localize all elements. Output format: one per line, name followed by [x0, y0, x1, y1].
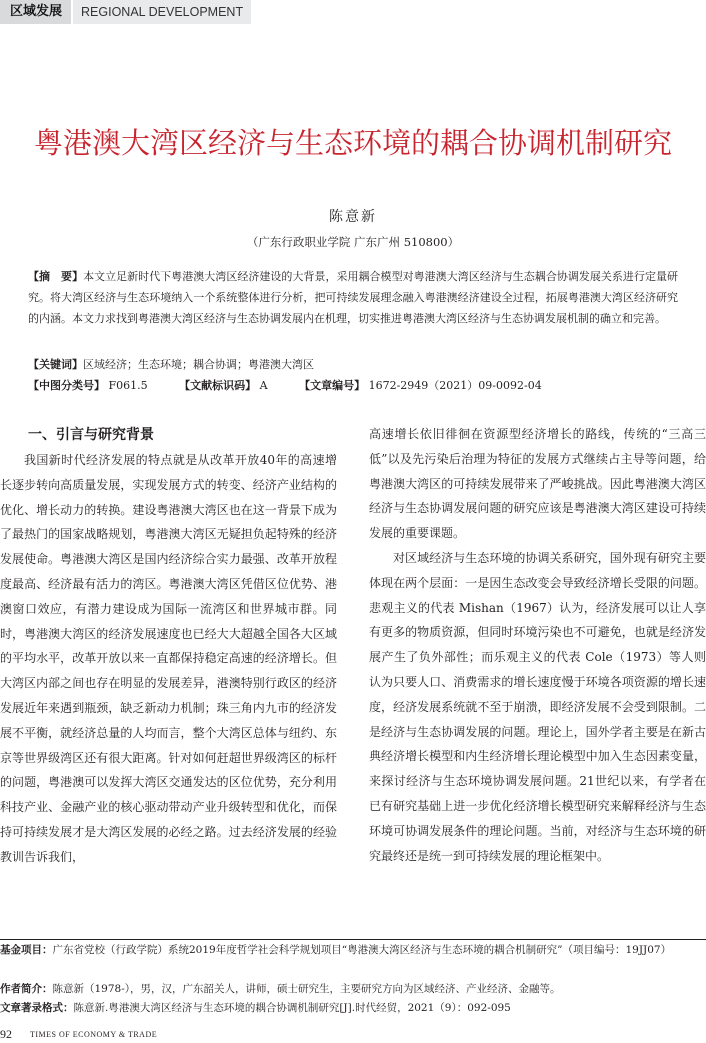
body-paragraph: 我国新时代经济发展的特点就是从改革开放40年的高速增长逐步转向高质量发展，实现发展方式的转变、经济产业结构的优化、增长动力的转换。建设粤港澳大湾区也在这一背景下成为了最热门的国家战略规划，粤港澳大湾区无疑担负起特殊的经济发展使命。粤港澳大湾区是国内经济综合实力最强、改革开放程度最高、经济最有活力的湾区。粤港澳大湾区凭借区位优势、港澳窗口效应，有潜力建设成为国际一流湾区和世界城市群。同时，粤港澳大湾区的经济发展速度也已经大大超越全国各大区域的平均水平，改革开放以来一直都保持稳定高速的经济增长。但大湾区内部之间也存在明显的发展差异，港澳特别行政区的经济发展近年来遇到瓶颈，缺乏新动力机制；珠三角内九市的经济发展不平衡，就经济总量的人均而言，整个大湾区总体与纽约、东京等世界级湾区还有很大距离。针对如何赶超世界级湾区的标杆的问题，粤港澳可以发挥大湾区交通发达的区位优势，充分利用科技产业、金融产业的核心驱动带动产业升级转型和优化，而保持可持续发展才是大湾区发展的必经之路。过去经济发展的经验教训告诉我们， — [0, 453, 337, 864]
journal-name: TIMES OF ECONOMY & TRADE — [30, 1030, 158, 1039]
author-bio-text: 陈意新（1978-），男，汉，广东韶关人，讲师，硕士研究生，主要研究方向为区域经济、产业经济、金融等。 — [52, 983, 561, 995]
section-header — [0, 0, 251, 24]
classification-line — [28, 376, 688, 396]
body-column-left — [0, 422, 337, 870]
abstract-text: 本文立足新时代下粤港澳大湾区经济建设的大背景，采用耦合模型对粤港澳大湾区经济与生态耦合协调发展关系进行定量研究。将大湾区经济与生态环境纳入一个系统整体进行分析，把可持续发展理念融入粤港澳经济建设全过程，拓展粤港澳大湾区经济研究的内涵。本文力求找到粤港澳大湾区经济与生态协调发展内在机理，切实推进粤港澳大湾区经济与生态协调发展机制的确立和完善。 — [28, 270, 679, 326]
author-bio-label: 作者简介： — [0, 983, 53, 995]
abstract-label: 【摘 要】 — [28, 270, 84, 283]
body-column-right — [369, 422, 706, 868]
keywords-text: 区域经济；生态环境；耦合协调；粤港澳大湾区 — [83, 358, 314, 371]
citation-text: 陈意新.粤港澳大湾区经济与生态环境的耦合协调机制研究[J].时代经贸，2021（9）：092-095 — [73, 1002, 511, 1014]
author-name: 陈意新 — [329, 209, 377, 225]
footnote-divider — [0, 939, 706, 940]
keywords — [28, 355, 678, 375]
article-no-value: 1672-2949（2021）09-0092-04 — [368, 379, 542, 392]
footnote-citation — [0, 999, 706, 1018]
page-number: 92 — [0, 1027, 12, 1041]
fund-label: 基金项目： — [0, 944, 53, 956]
footnote-author — [0, 980, 706, 999]
class-value: F061.5 — [108, 379, 148, 392]
body-paragraph: 高速增长依旧徘徊在资源型经济增长的路线，传统的“三高三低”以及先污染后治理为特征的发展方式继续占主导等问题，给粤港澳大湾区的可持续发展带来了严峻挑战。因此粤港澳大湾区经济与生态协调发展问题的研究应该是粤港澳大湾区建设可持续发展的重要课题。 — [369, 427, 706, 541]
class-label: 【中图分类号】 — [28, 379, 105, 392]
section-label-cn: 区域发展 — [0, 0, 71, 24]
footnote-fund — [0, 941, 706, 960]
section-label-en: REGIONAL DEVELOPMENT — [71, 0, 251, 24]
doc-code-value: A — [259, 379, 268, 392]
article-title: 粤港澳大湾区经济与生态环境的耦合协调机制研究 — [33, 126, 672, 160]
article-no-label: 【文章编号】 — [299, 379, 366, 392]
citation-label: 文章著录格式： — [0, 1002, 74, 1014]
author-affiliation: （广东行政职业学院 广东广州 510800） — [246, 235, 460, 249]
abstract — [28, 266, 678, 330]
section-heading: 一、引言与研究背景 — [28, 427, 154, 443]
fund-text: 广东省党校（行政学院）系统2019年度哲学社会科学规划项目“粤港澳大湾区经济与生态环境的耦合机制研究”（项目编号：19JJ07） — [52, 944, 672, 956]
doc-code-label: 【文献标识码】 — [179, 379, 257, 392]
body-paragraph: 对区域经济与生态环境的协调关系研究，国外现有研究主要体现在两个层面：一是因生态改变会导致经济增长受限的问题。悲观主义的代表 Mishan（1967）认为，经济发展可以让人享有更多的物质资源，但同时环境污染也不可避免，也就是经济发展产生了负外部性；而乐观主义的代表 Cole（1973）等人则认为只要人口、消费需求的增长速度慢于环境各项资源的增长速度，经济发展系统就不至于崩溃，即经济发展不会受到限制。二是经济与生态协调发展的问题。理论上，国外学者主要是在新古典经济增长模型和内生经济增长理论模型中加入生态因素变量，来探讨经济与生态环境协调发展问题。21世纪以来，有学者在已有研究基础上进一步优化经济增长模型研究来解释经济与生态环境可协调发展条件的理论问题。当前，对经济与生态环境的研究最终还是统一到可持续发展的理论框架中。 — [369, 550, 706, 863]
keywords-label: 【关键词】 — [28, 358, 83, 371]
